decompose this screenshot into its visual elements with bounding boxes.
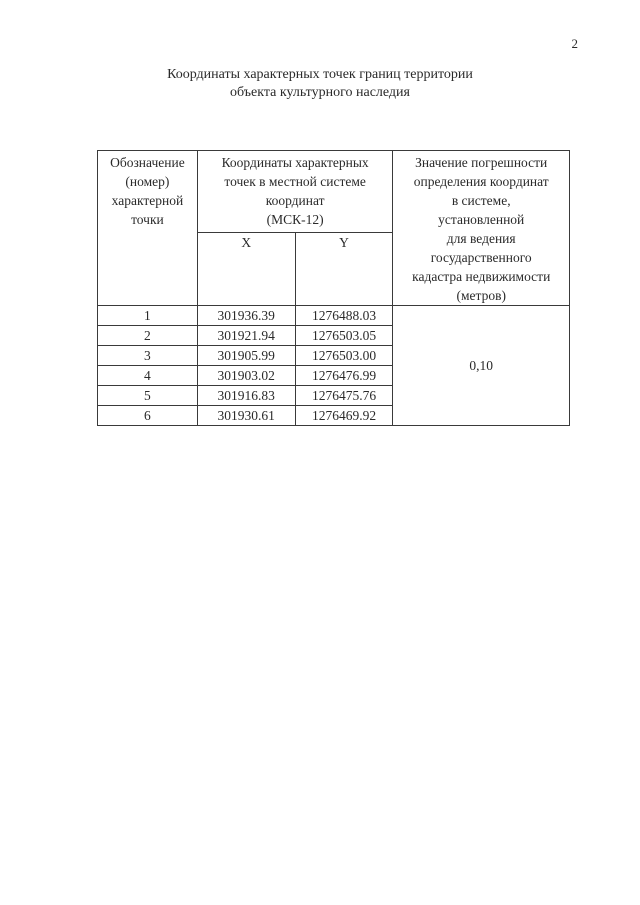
- title-line-2: объекта культурного наследия: [230, 85, 410, 100]
- header-accuracy: Значение погрешности определения координат в системе, установленной для ведения государственного кадастра недвижимости (метров): [393, 151, 570, 306]
- point-number: 3: [98, 346, 198, 366]
- y-coordinate: 1276469.92: [295, 406, 393, 426]
- page-number: 2: [571, 36, 578, 51]
- header-designation: Обозначение (номер) характерной точки: [98, 151, 198, 306]
- point-number: 5: [98, 386, 198, 406]
- coordinates-table: [97, 150, 570, 426]
- header-coordinates: Координаты характерных точек в местной системе координат (МСК-12): [197, 151, 393, 233]
- y-coordinate: 1276475.76: [295, 386, 393, 406]
- header-x: X: [197, 233, 295, 306]
- x-coordinate: 301903.02: [197, 366, 295, 386]
- point-number: 6: [98, 406, 198, 426]
- point-number: 2: [98, 326, 198, 346]
- title-line-1: Координаты характерных точек границ территории: [167, 67, 473, 82]
- table-row: [98, 306, 570, 326]
- point-number: 4: [98, 366, 198, 386]
- x-coordinate: 301916.83: [197, 386, 295, 406]
- document-title: [0, 66, 640, 102]
- header-row: [98, 151, 570, 233]
- x-coordinate: 301930.61: [197, 406, 295, 426]
- point-number: 1: [98, 306, 198, 326]
- header-y: Y: [295, 233, 393, 306]
- y-coordinate: 1276503.05: [295, 326, 393, 346]
- x-coordinate: 301936.39: [197, 306, 295, 326]
- y-coordinate: 1276476.99: [295, 366, 393, 386]
- y-coordinate: 1276503.00: [295, 346, 393, 366]
- y-coordinate: 1276488.03: [295, 306, 393, 326]
- accuracy-value: 0,10: [393, 306, 570, 426]
- x-coordinate: 301905.99: [197, 346, 295, 366]
- x-coordinate: 301921.94: [197, 326, 295, 346]
